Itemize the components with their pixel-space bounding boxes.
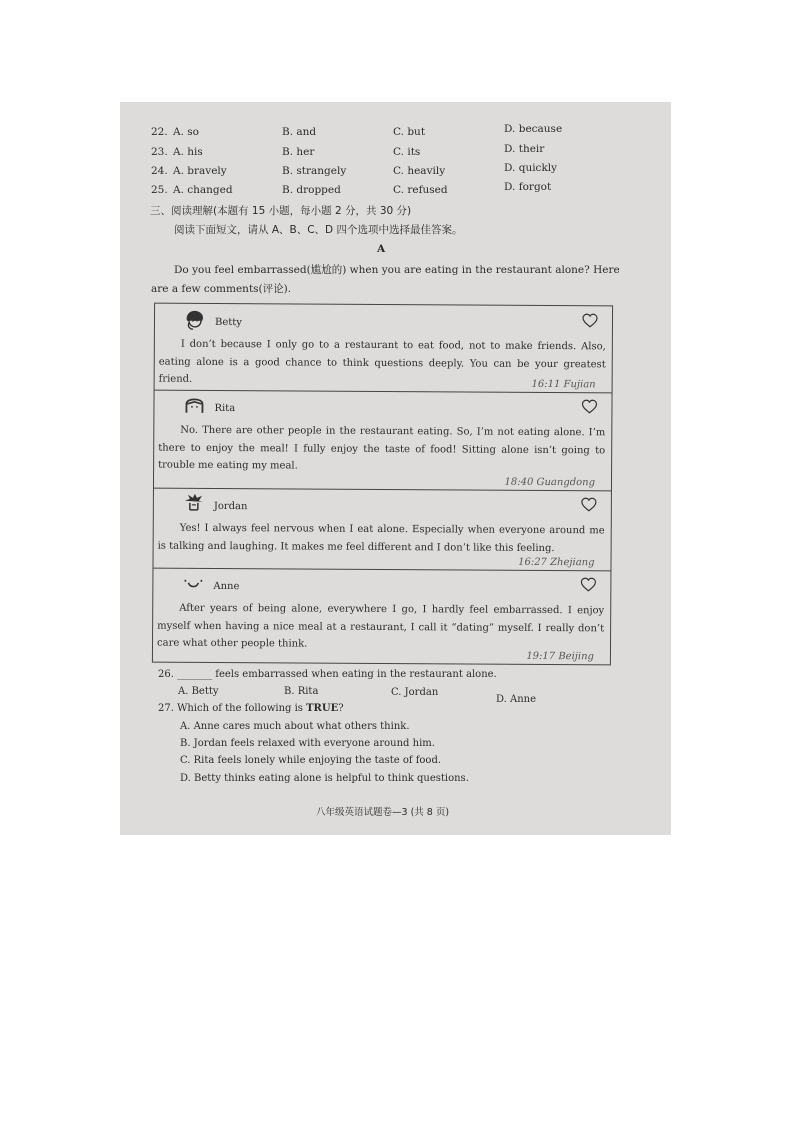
option-b: B. dropped: [282, 184, 341, 196]
question-number: 25.: [151, 184, 168, 196]
section-instruction: 阅读下面短文，请从 A、B、C、D 四个选项中选择最佳答案。: [174, 224, 463, 236]
comment-text: No. There are other people in the restaurant eating. So, I’m not eating alone. I’m there to enjoy the meal! I fully enjoy the taste of food! Sitting alone isn’t going to trouble me eating my meal.: [158, 424, 606, 472]
question-27-option-a: A. Anne cares much about what others think.: [180, 721, 410, 732]
comment-time: 18:40 Guangdong: [504, 476, 596, 489]
option-a: A. his: [173, 146, 203, 158]
comment-text: After years of being alone, everywhere I go, I hardly feel embarrassed. I enjoy myself when having a nice meal at a restaurant, I call it “dating” myself. I really don’t care what other people think.: [156, 602, 605, 650]
option-row-25: [151, 181, 671, 202]
question-27-stem-prefix: 27. Which of the following is: [158, 703, 307, 714]
option-c: C. refused: [393, 184, 448, 196]
heart-icon[interactable]: [581, 497, 597, 512]
passage-label: A: [377, 243, 386, 255]
option-c: C. heavily: [393, 165, 446, 177]
intro-line-1: Do you feel embarrassed(尴尬的) when you are eating in the restaurant alone? Here: [174, 264, 620, 276]
heart-icon[interactable]: [582, 313, 598, 328]
question-26-option-d: D. Anne: [496, 694, 537, 705]
question-27-option-b: B. Jordan feels relaxed with everyone around him.: [180, 738, 435, 749]
comment-text: I don’t because I only go to a restaurant to eat food, not to make friends. Also, eating alone is a good chance to think questions deeply. You can be your greatest friend.: [158, 338, 606, 385]
option-a: A. changed: [173, 184, 233, 196]
question-number: 24.: [151, 165, 168, 177]
question-26-option-b: B. Rita: [284, 686, 319, 697]
question-26-stem: 26. _______ feels embarrassed when eating in the restaurant alone.: [158, 669, 497, 680]
spiky-hair-icon: [182, 493, 206, 515]
commenter-name: Anne: [213, 580, 240, 593]
girl-face-icon: [183, 309, 207, 331]
option-b: B. strangely: [282, 165, 347, 177]
intro-line-2: are a few comments(评论).: [151, 283, 292, 295]
option-c: C. its: [393, 146, 421, 158]
question-27-stem-suffix: ?: [338, 703, 344, 714]
option-row-24: [151, 162, 671, 183]
option-row-22: [151, 123, 671, 144]
comment-betty: [155, 304, 613, 394]
heart-icon[interactable]: [580, 577, 596, 592]
smile-face-icon: [181, 573, 205, 595]
option-d: D. quickly: [504, 162, 558, 174]
option-b: B. her: [282, 146, 315, 158]
comment-text-wrap: [158, 422, 605, 477]
heart-icon[interactable]: [581, 399, 597, 414]
comment-text-wrap: [157, 600, 604, 655]
question-27-option-c: C. Rita feels lonely while enjoying the taste of food.: [180, 755, 442, 766]
question-26-option-c: C. Jordan: [391, 687, 439, 698]
comment-time: 16:11 Fujian: [531, 378, 596, 391]
question-26-option-a: A. Betty: [178, 686, 219, 697]
commenter-name: Rita: [214, 402, 236, 415]
option-d: D. because: [504, 123, 563, 135]
exam-page: [120, 102, 671, 835]
comment-rita: [154, 390, 612, 492]
comment-anne: [153, 568, 611, 665]
commenter-name: Jordan: [213, 500, 248, 513]
question-27-stem-bold: TRUE: [306, 703, 339, 714]
comment-text: Yes! I always feel nervous when I eat alone. Especially when everyone around me is talking and laughing. It makes me feel different and I don’t like this feeling.: [157, 522, 605, 554]
question-27-stem: [158, 703, 344, 714]
option-d: D. their: [504, 143, 545, 155]
commenter-name: Betty: [214, 316, 242, 329]
comment-jordan: [153, 488, 610, 572]
option-row-23: [151, 143, 671, 164]
question-number: 23.: [151, 146, 168, 158]
comment-time: 16:27 Zhejiang: [518, 556, 595, 569]
option-d: D. forgot: [504, 181, 552, 193]
option-a: A. so: [173, 126, 199, 138]
comments-box: [152, 303, 613, 666]
page-footer: 八年级英语试题卷—3 (共 8 页): [316, 807, 450, 818]
option-a: A. bravely: [173, 165, 227, 177]
section-title: 三、阅读理解(本题有 15 小题，每小题 2 分，共 30 分): [150, 205, 412, 217]
question-27-option-d: D. Betty thinks eating alone is helpful to think questions.: [180, 773, 469, 784]
comment-time: 19:17 Beijing: [526, 650, 594, 663]
option-b: B. and: [282, 126, 317, 138]
question-number: 22.: [151, 126, 168, 138]
girl-bangs-icon: [182, 395, 206, 417]
comment-text-wrap: [158, 520, 605, 558]
option-c: C. but: [393, 126, 426, 138]
